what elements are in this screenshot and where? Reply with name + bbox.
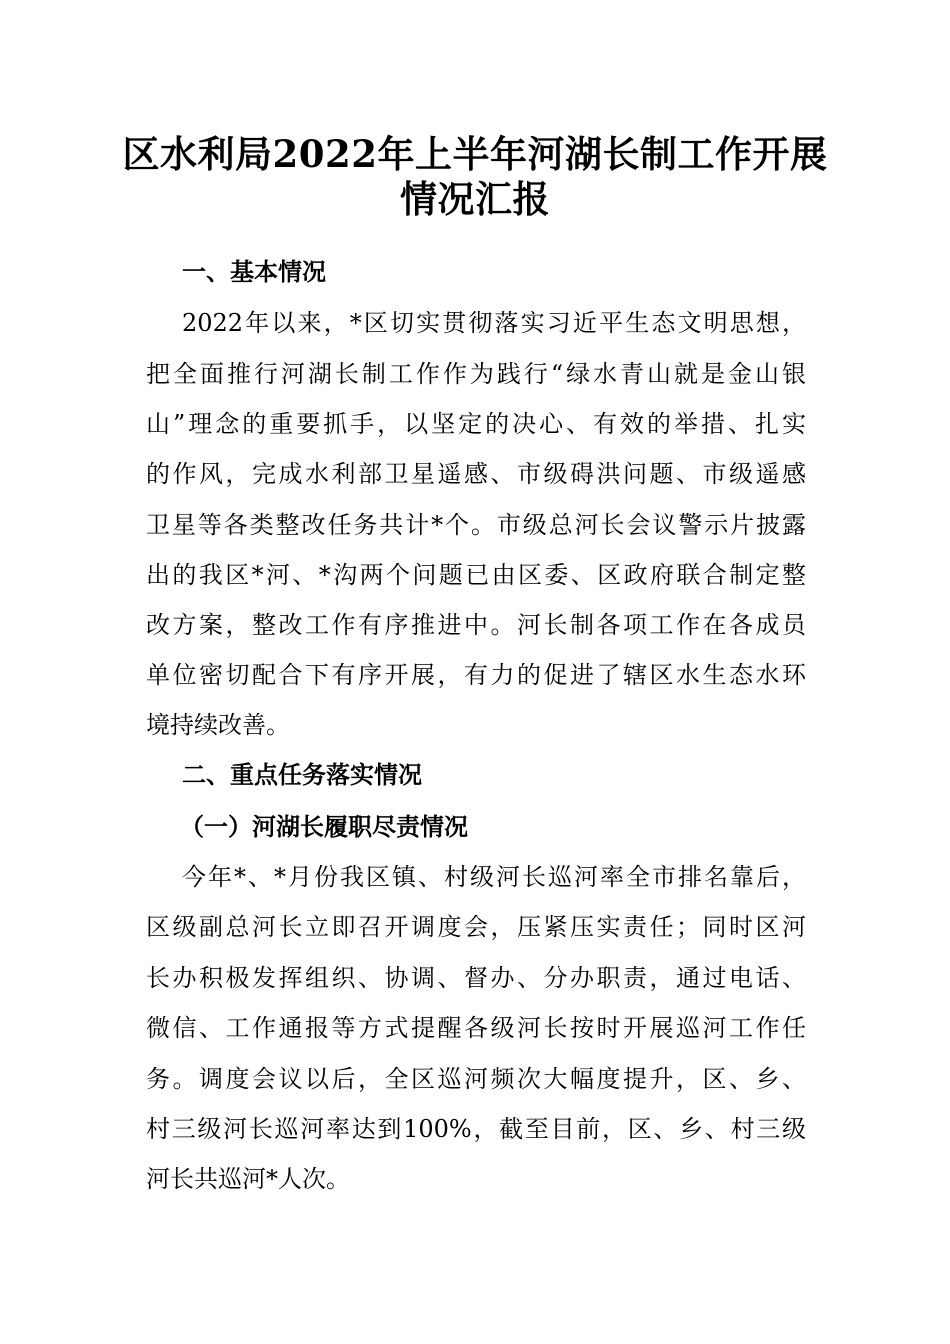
paragraph-line: 微信、工作通报等方式提醒各级河长按时开展巡河工作任 <box>146 1014 806 1042</box>
paragraph-line: 卫星等各类整改任务共计*个。市级总河长会议警示片披露 <box>146 511 806 539</box>
document-title-line-2: 情况汇报 <box>400 177 550 221</box>
paragraph-line: 今年*、*月份我区镇、村级河长巡河率全市排名靠后， <box>182 863 806 891</box>
paragraph-line: 单位密切配合下有序开展，有力的促进了辖区水生态水环 <box>146 661 806 689</box>
section-heading-key-tasks: 二、重点任务落实情况 <box>182 760 422 789</box>
paragraph-line: 长办积极发挥组织、协调、督办、分办职责，通过电话、 <box>146 964 806 992</box>
paragraph-line: 的作风，完成水利部卫星遥感、市级碍洪问题、市级遥感 <box>146 460 806 488</box>
paragraph-line: 山”理念的重要抓手，以坚定的决心、有效的举措、扎实 <box>146 410 806 438</box>
paragraph-line: 村三级河长巡河率达到100%，截至目前，区、乡、村三级 <box>146 1115 806 1143</box>
paragraph-line: 河长共巡河*人次。 <box>146 1165 350 1193</box>
paragraph-line: 把全面推行河湖长制工作作为践行“绿水青山就是金山银 <box>146 360 806 388</box>
paragraph-line: 改方案，整改工作有序推进中。河长制各项工作在各成员 <box>146 611 806 639</box>
subsection-heading-river-chief-duties: （一）河湖长履职尽责情况 <box>180 812 468 841</box>
document-title-line-1: 区水利局2022年上半年河湖长制工作开展 <box>122 132 828 176</box>
section-heading-basic-situation: 一、基本情况 <box>182 257 326 286</box>
paragraph-line: 务。调度会议以后，全区巡河频次大幅度提升，区、乡、 <box>146 1065 806 1093</box>
paragraph-line: 出的我区*河、*沟两个问题已由区委、区政府联合制定整 <box>146 561 806 589</box>
paragraph-line: 2022年以来，*区切实贯彻落实习近平生态文明思想， <box>182 309 806 337</box>
paragraph-line: 区级副总河长立即召开调度会，压紧压实责任；同时区河 <box>146 913 806 941</box>
paragraph-line: 境持续改善。 <box>146 711 290 739</box>
